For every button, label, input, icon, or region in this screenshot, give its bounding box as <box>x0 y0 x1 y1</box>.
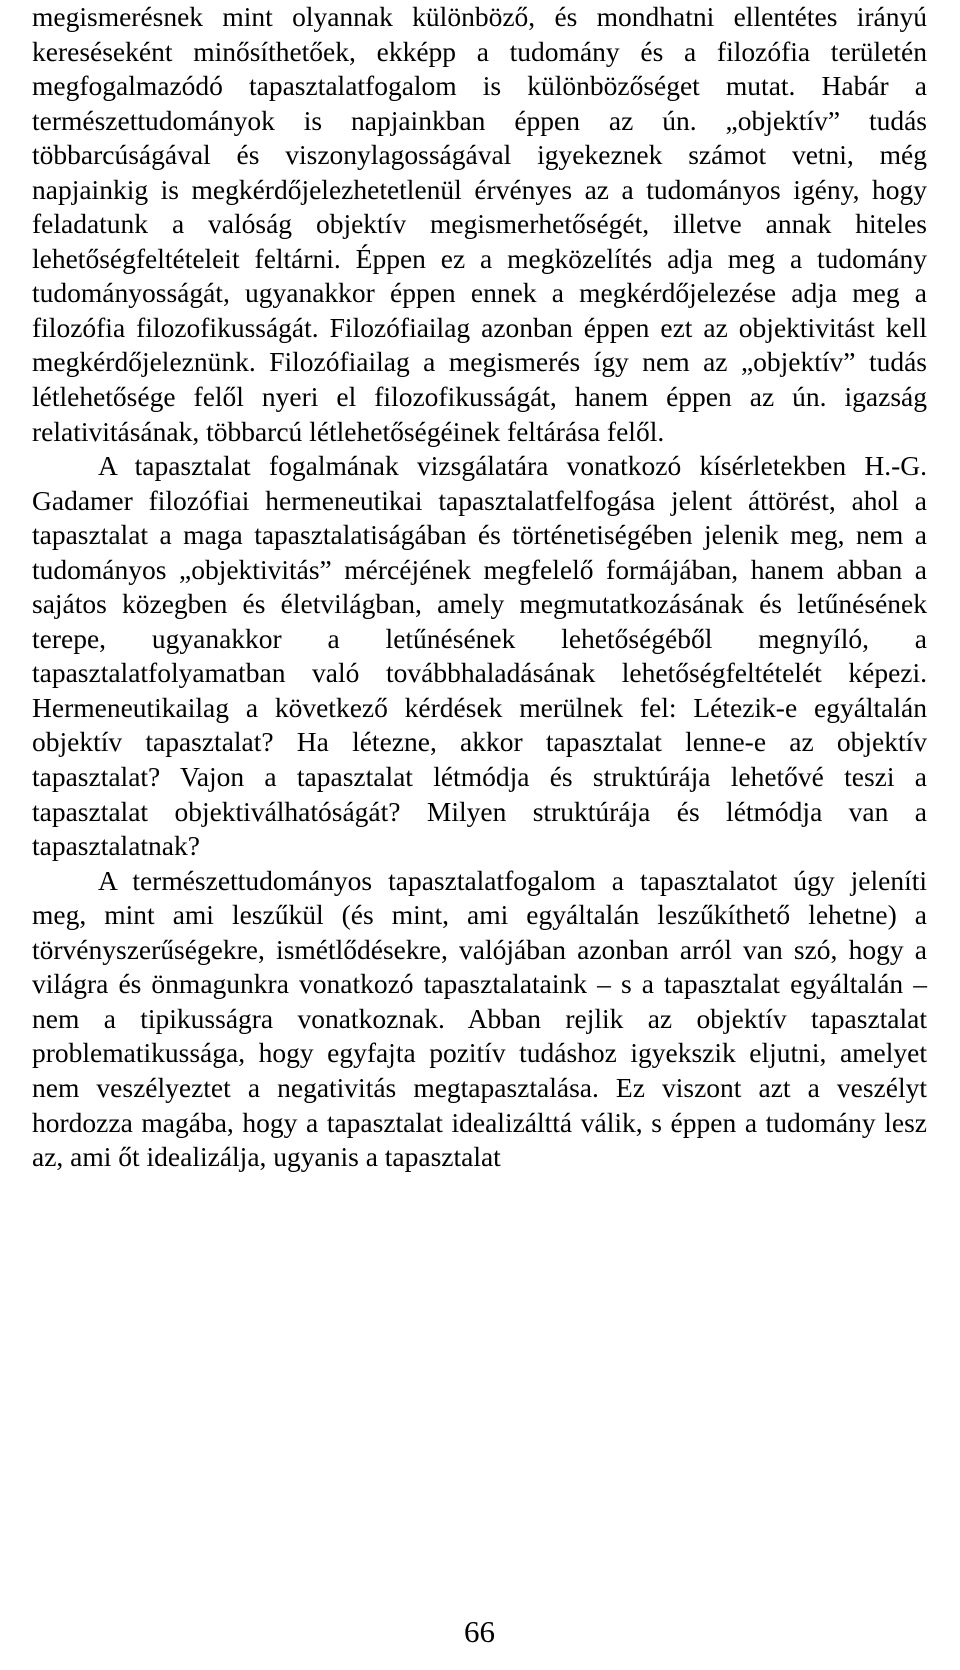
page-number: 66 <box>464 1614 495 1649</box>
paragraph-2: A tapasztalat fogalmának vizsgálatára vonatkozó kísérletekben H.-G. Gadamer filozófiai hermeneutikai tapasztalatfelfogása jelent áttörést, ahol a tapasztalat a maga tapasztalatiságában és történetiségében jelenik meg, nem a tudományos „objektivitás” mércéjének megfelelő formájában, hanem abban a sajátos közegben és életvilágban, amely megmutatkozásának és letűnésének terepe, ugyanakkor a letűnésének lehetőségéből megnyíló, a tapasztalatfolyamatban való továbbhaladásának lehetőségfeltételét képezi. Hermeneutikailag a következő kérdések merülnek fel: Létezik-e egyáltalán objektív tapasztalat? Ha létezne, akkor tapasztalat lenne-e az objektív tapasztalat? Vajon a tapasztalat létmódja és struktúrája lehetővé teszi a tapasztalat objektiválhatóságát? Milyen struktúrája és létmódja van a tapasztalatnak? <box>32 450 927 862</box>
document-page <box>32 0 927 1670</box>
paragraph-1: megismerésnek mint olyannak különböző, és mondhatni ellentétes irányú kereséseként minősíthetőek, ekképp a tudomány és a filozófia területén megfogalmazódó tapasztalatfogalom is különbözőséget mutat. Habár a természettudományok is napjainkban éppen az ún. „objektív” tudás többarcúságával és viszonylagosságával igyekeznek számot vetni, még napjainkig is megkérdőjelezhetetlenül érvényes az a tudományos igény, hogy feladatunk a valóság objektív megismerhetőségét, illetve annak hiteles lehetőségfeltételeit feltárni. Éppen ez a megközelítés adja meg a tudomány tudományosságát, ugyanakkor éppen ennek a megkérdőjelezése adja meg a filozófia filozofikusságát. Filozófiailag azonban éppen ezt az objektivitást kell megkérdőjeleznünk. Filozófiailag a megismerés így nem az „objektív” tudás létlehetősége felől nyeri el filozofikusságát, hanem éppen az ún. igazság relativitásának, többarcú létlehetőségéinek feltárása felől. <box>32 1 927 447</box>
body-text <box>32 0 927 1175</box>
paragraph-3: A természettudományos tapasztalatfogalom a tapasztalatot úgy jeleníti meg, mint ami leszűkül (és mint, ami egyáltalán leszűkíthető lehetne) a törvényszerűségekre, ismétlődésekre, valójában azonban arról van szó, hogy a világra és önmagunkra vonatkozó tapasztalataink – s a tapasztalat egyáltalán – nem a tipikusságra vonatkoznak. Abban rejlik az objektív tapasztalat problematikussága, hogy egyfajta pozitív tudáshoz igyekszik eljutni, amelyet nem veszélyeztet a negativitás megtapasztalása. Ez viszont azt a veszélyt hordozza magába, hogy a tapasztalat idealizálttá válik, s éppen a tudomány lesz az, ami őt idealizálja, ugyanis a tapasztalat <box>32 864 927 1173</box>
